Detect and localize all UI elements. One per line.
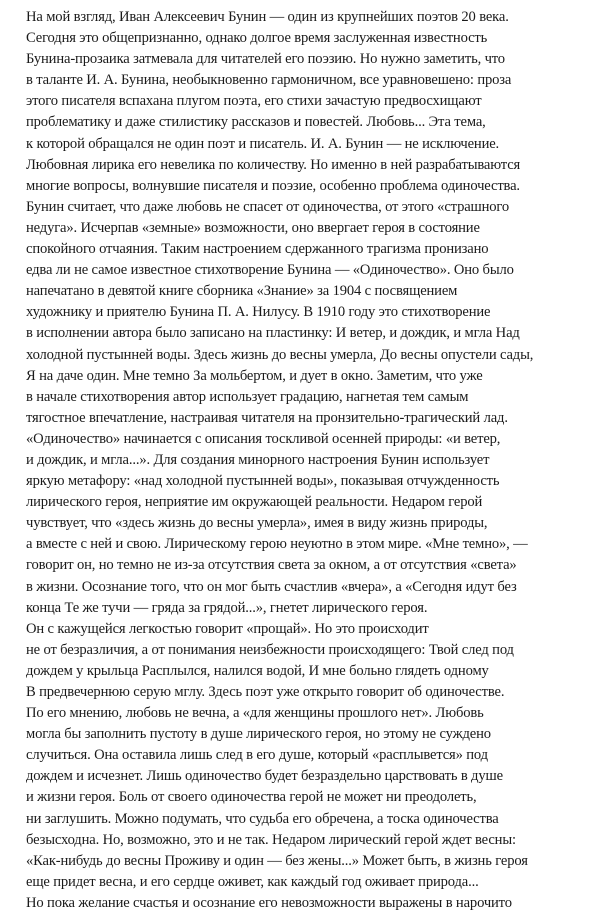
text-line: в жизни. Осознание того, что он мог быть счастлив «вчера», а «Сегодня идут без [26, 578, 517, 595]
text-line: в исполнении автора было записано на пластинку: И ветер, и дождик, и мгла Над [26, 325, 520, 342]
text-line: конца Те же тучи — гряда за грядой...», гнетет лирического героя. [26, 599, 428, 616]
text-line: тягостное впечатление, настраивая читателя на пронзительно-трагический лад. [26, 409, 508, 426]
text-line: многие вопросы, волнувшие писателя и поэзие, особенно проблема одиночества. [26, 177, 520, 194]
text-line: дождем у крыльца Расплылся, налился водой, И мне больно глядеть одному [26, 662, 489, 679]
text-line: По его мнению, любовь не вечна, а «для женщины прошлого нет». Любовь [26, 705, 484, 722]
text-line: Любовная лирика его невелика по количеству. Но именно в ней разрабатываются [26, 156, 521, 173]
text-line: «Как-нибудь до весны Проживу и один — без жены...» Может быть, в жизнь героя [26, 852, 528, 869]
text-line: «Одиночество» начинается с описания тоскливой осенней природы: «и ветер, [26, 430, 501, 447]
text-line: спокойного отчаяния. Таким настроением сдержанного трагизма пронизано [26, 241, 489, 258]
text-line: не от безразличия, а от понимания неизбежности происходящего: Твой след под [26, 641, 514, 658]
text-line: Сегодня это общепризнанно, однако долгое время заслуженная известность [26, 30, 488, 47]
text-line: этого писателя вспахана плугом поэта, его стихи зачастую предвосхищают [26, 93, 482, 110]
text-line: художнику и приятелю Бунина П. А. Нилусу. В 1910 году это стихотворение [26, 304, 491, 321]
text-line: говорит он, но темно не из-за отсутствия света за окном, а от отсутствия «света» [26, 557, 517, 574]
text-line: ни заглушить. Можно подумать, что судьба его обречена, а тоска одиночества [26, 810, 499, 827]
text-line: Я на даче один. Мне темно За мольбертом, и дует в окно. Заметим, что уже [26, 367, 483, 384]
text-line: В предвечернюю серую мглу. Здесь поэт уже открыто говорит об одиночестве. [26, 684, 505, 700]
text-line: а вместе с ней и свою. Лирическому герою неуютно в этом мире. «Мне темно», — [26, 536, 528, 553]
text-line: в таланте И. А. Бунина, необыкновенно гармоничном, все уравновешено: проза [26, 72, 512, 89]
text-line: случиться. Она оставила лишь след в его душе, который «расплывется» под [26, 747, 488, 764]
text-line: дождем и исчезнет. Лишь одиночество будет безраздельно царствовать в душе [26, 768, 503, 785]
text-line: яркую метафору: «над холодной пустынней воды», показывая отчужденность [26, 473, 500, 490]
text-line: чувствует, что «здесь жизнь до весны умерла», имея в виду жизнь природы, [26, 515, 488, 532]
text-line: могла бы заполнить пустоту в душе лирического героя, но этому не суждено [26, 726, 491, 743]
text-line: Но пока желание счастья и осознание его невозможности выражены в нарочито [26, 894, 512, 911]
text-line: в начале стихотворения автор использует градацию, нагнетая тем самым [26, 388, 469, 405]
text-line: и жизни героя. Боль от своего одиночества герой не может ни преодолеть, [26, 789, 477, 806]
text-line: проблематику и даже стилистику рассказов и повестей. Любовь... Эта тема, [26, 114, 486, 131]
text-line: Бунина-прозаика затмевала для читателей его поэзию. Но нужно заметить, что [26, 51, 505, 68]
text-line: к которой обращался не один поэт и писатель. И. А. Бунин — не исключение. [26, 135, 500, 152]
text-line: На мой взгляд, Иван Алексеевич Бунин — один из крупнейших поэтов 20 века. [26, 9, 509, 25]
text-line: безысходна. Но, возможно, это и не так. Недаром лирический герой ждет весны: [26, 831, 516, 848]
text-line: еще придет весна, и его сердце оживет, как каждый год оживает природа... [26, 873, 479, 890]
text-line: едва ли не самое известное стихотворение Бунина — «Одиночество». Оно было [26, 262, 514, 279]
text-line: Он с кажущейся легкостью говорит «прощай». Но это происходит [26, 620, 429, 637]
text-line: холодной пустынней воды. Здесь жизнь до весны умерла, До весны опустели сады, [26, 346, 534, 363]
text-line: и дождик, и мгла...». Для создания минорного настроения Бунин использует [26, 451, 490, 468]
document-body [26, 7, 574, 914]
text-line: лирического героя, неприятие им окружающей реальности. Недаром герой [26, 494, 483, 511]
text-line: недуга». Исчерпав «земные» возможности, оно ввергает героя в состояние [26, 219, 480, 236]
text-line: Бунин считает, что даже любовь не спасет от одиночества, от этого «страшного [26, 198, 510, 215]
text-line: напечатано в девятой книге сборника «Знание» за 1904 с посвящением [26, 283, 458, 300]
